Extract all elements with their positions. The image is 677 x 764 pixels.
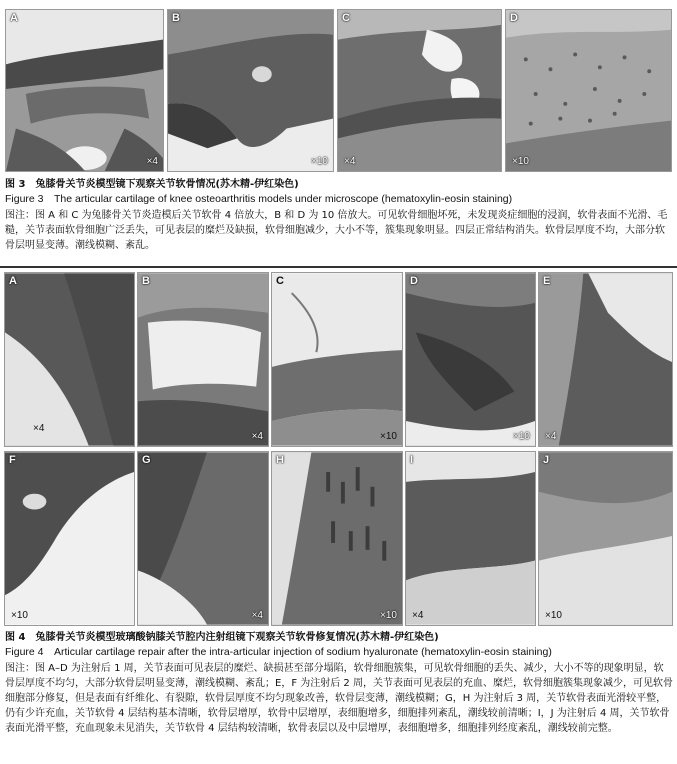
fig3-title-en: Figure 3 The articular cartilage of knee osteoarthritis models under microscope (hematoxylin-eosin staining) — [5, 193, 513, 205]
fig3-panel-c-magnification: ×4 — [344, 156, 356, 167]
fig4-panel-b-image — [138, 273, 268, 446]
fig4-panel-f — [4, 451, 135, 626]
fig3-panel-b-magnification: ×10 — [311, 156, 328, 167]
fig3-title-zh: 图 3 兔膝骨关节炎模型镜下观察关节软骨情况(苏木精-伊红染色) — [5, 179, 299, 190]
fig3-panel-b — [167, 9, 334, 172]
fig4-panel-b-magnification: ×4 — [251, 431, 263, 442]
fig4-panel-b-label: B — [142, 275, 150, 287]
fig4-panel-h-image — [272, 452, 402, 625]
fig4-panel-f-label: F — [9, 454, 16, 466]
fig3-panel-d — [505, 9, 672, 172]
fig4-panel-a-magnification: ×4 — [33, 423, 45, 434]
fig3-panel-a — [5, 9, 164, 172]
fig4-panel-f-image — [5, 452, 134, 625]
fig4-panel-e — [538, 272, 673, 447]
fig4-panel-a-image — [5, 273, 134, 446]
fig4-panel-e-label: E — [543, 275, 551, 287]
fig4-panel-j — [538, 451, 673, 626]
figure-separator — [0, 266, 677, 268]
fig4-panel-i-magnification: ×4 — [412, 610, 424, 621]
fig4-panel-h-label: H — [276, 454, 284, 466]
fig3-panel-a-magnification: ×4 — [146, 156, 158, 167]
fig4-panel-c-magnification: ×10 — [380, 431, 397, 442]
fig4-panel-g-image — [138, 452, 268, 625]
fig4-panel-a — [4, 272, 135, 447]
fig4-panel-j-label: J — [543, 454, 550, 466]
fig4-panel-a-label: A — [9, 275, 17, 287]
fig4-panel-j-magnification: ×10 — [545, 610, 562, 621]
fig4-panel-h-magnification: ×10 — [380, 610, 397, 621]
fig3-panel-d-label: D — [510, 12, 518, 24]
fig4-panel-f-magnification: ×10 — [11, 610, 28, 621]
fig4-panel-c-image — [272, 273, 402, 446]
fig4-panel-e-magnification: ×4 — [545, 431, 557, 442]
fig4-panel-i-image — [406, 452, 535, 625]
fig3-panel-c-label: C — [342, 12, 350, 24]
fig4-panel-j-image — [539, 452, 672, 625]
fig3-panel-a-image — [6, 10, 163, 171]
fig4-panel-c-label: C — [276, 275, 284, 287]
fig4-title-zh: 图 4 兔膝骨关节炎模型玻璃酸钠膝关节腔内注射组镜下观察关节软骨修复情况(苏木精-伊红染色) — [5, 632, 439, 643]
fig4-panel-b — [137, 272, 269, 447]
fig4-panel-i-label: I — [410, 454, 414, 466]
fig4-panel-d-image — [406, 273, 535, 446]
fig3-panel-b-label: B — [172, 12, 180, 24]
fig4-panel-d-magnification: ×10 — [513, 431, 530, 442]
fig4-panel-g-label: G — [142, 454, 151, 466]
fig3-panel-b-image — [168, 10, 333, 171]
fig4-panel-g — [137, 451, 269, 626]
fig4-panel-g-magnification: ×4 — [251, 610, 263, 621]
fig3-panel-c-image — [338, 10, 501, 171]
fig4-panel-e-image — [539, 273, 672, 446]
fig4-panel-d — [405, 272, 536, 447]
fig3-panel-a-label: A — [10, 12, 18, 24]
fig4-note: 图注：图 A–D 为注射后 1 周，关节表面可见表层的糜烂、缺损甚至部分塌陷，软骨细胞簇集，可见软骨细胞的丢失、减少，大小不等的现象明显，软骨层厚度不均匀，大部分软骨层明显变薄，潮线模糊、紊乱；E，F 为注射后 2 周，关节表面可见表层的充血、糜烂，软骨细胞簇集现象减少，可见软骨细胞部分修复，但是表面有纤维化、有裂隙，软骨层厚度不均匀现象改善，软骨层变薄，潮线模糊；G，H 为注射后 3 周，关节软骨表面光滑较平整，仍有少许充血，关节软骨 4 层结构基本清晰，软骨层增厚，软骨中层增厚，表细胞增多，细胞排列紊乱，潮线较前清晰；I，J 为注射后 4 周，关节软骨表面光滑平整，充血现象未见消失，关节软骨 4 层结构较清晰，软骨表层以及中层增厚，表细胞增多，细胞排列经度紊乱，潮线较前完整。 — [5, 663, 673, 734]
fig4-panel-d-label: D — [410, 275, 418, 287]
fig3-panel-c — [337, 9, 502, 172]
fig3-panel-d-magnification: ×10 — [512, 156, 529, 167]
fig3-panel-d-image — [506, 10, 671, 171]
fig4-panel-c — [271, 272, 403, 447]
fig4-title-en: Figure 4 Articular cartilage repair after the intra-articular injection of sodium hyaluronate (hematoxylin-eosin staining) — [5, 646, 552, 658]
fig4-panel-h — [271, 451, 403, 626]
fig4-panel-i — [405, 451, 536, 626]
fig3-note: 图注：图 A 和 C 为兔膝骨关节炎造模后关节软骨 4 倍放大，B 和 D 为 10 倍放大。可见软骨细胞坏死，未发现炎症细胞的浸润，软骨表面不光滑、毛糙，关节表面软骨细胞广泛丢失，可见表层的糜烂及缺损，软骨细胞减少，大小不等，簇集现象明显。四层正常结构消失。软骨层厚度不均，大部分软骨层明显变薄。潮线模糊、紊乱。 — [5, 210, 668, 251]
